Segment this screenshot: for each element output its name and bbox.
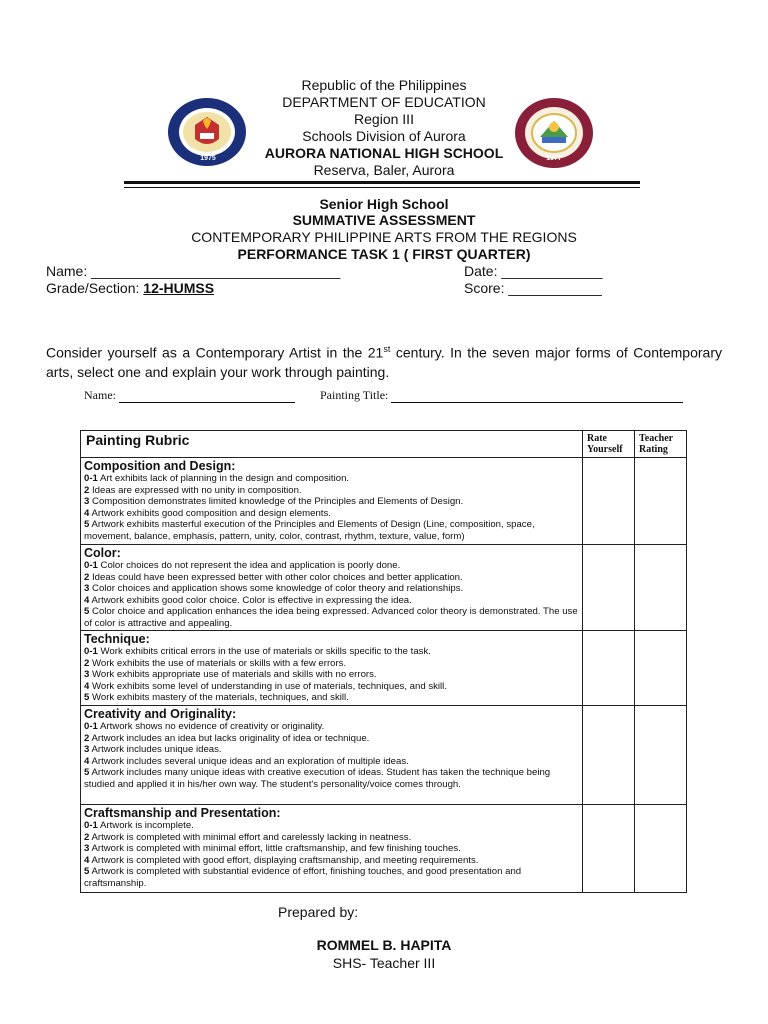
criterion-score: 2 — [84, 484, 90, 496]
left-seal-year: 1975 — [200, 155, 216, 162]
criterion-text: Artwork includes unique ideas. — [89, 744, 222, 756]
teacher-rating-cell[interactable] — [635, 706, 687, 805]
grade-section-label: Grade/Section: — [46, 280, 144, 296]
header-deped: DEPARTMENT OF EDUCATION — [282, 94, 486, 110]
criterion-score: 2 — [84, 571, 90, 583]
criterion-text: Work exhibits the use of materials or skills with a few errors. — [89, 657, 347, 669]
criterion-text: Artwork shows no evidence of creativity or originality. — [97, 721, 325, 732]
criterion — [84, 669, 579, 681]
preparer-name: ROMMEL B. HAPITA — [316, 937, 452, 953]
header-republic: Republic of the Philippines — [301, 77, 467, 93]
criterion — [84, 583, 579, 595]
date-field[interactable]: Date: _____________ — [464, 263, 603, 279]
instructions-part2: century. In the seven major forms of Contemporary arts, select one and explain your work through painting. — [46, 344, 722, 380]
rubric-criteria-cell — [81, 458, 583, 545]
criterion-score: 3 — [84, 583, 90, 595]
criterion-score: 4 — [84, 755, 90, 767]
criterion — [84, 658, 579, 670]
rubric-header-row — [81, 431, 687, 458]
criterion-score: 4 — [84, 680, 90, 692]
criterion-score: 0-1 — [84, 646, 98, 657]
criterion-score: 5 — [84, 767, 90, 779]
col-teacher-rating: Teacher Rating — [635, 431, 687, 458]
criterion-text: Color choices and application shows some knowledge of color theory and relationships. — [89, 583, 464, 595]
criterion — [84, 721, 579, 733]
category-title: Craftsmanship and Presentation: — [84, 806, 281, 820]
criterion-text: Ideas are expressed with no unity in composition. — [89, 484, 302, 496]
category-title: Technique: — [84, 632, 150, 646]
teacher-rating-cell[interactable] — [635, 805, 687, 893]
criterion-text: Artwork is incomplete. — [97, 820, 194, 831]
rubric-name-blank[interactable] — [119, 390, 295, 403]
rubric-row — [81, 706, 687, 805]
rubric-criteria-cell — [81, 706, 583, 805]
rubric-title-blank[interactable] — [391, 390, 683, 403]
criterion — [84, 560, 579, 572]
prepared-by: Prepared by: — [278, 904, 359, 920]
criterion-score: 2 — [84, 732, 90, 744]
criterion-score: 4 — [84, 854, 90, 866]
criterion — [84, 866, 579, 889]
rate-yourself-cell[interactable] — [583, 631, 635, 706]
criterion-score: 4 — [84, 507, 90, 519]
criterion-text: Artwork exhibits masterful execution of the Principles and Elements of Design (Line, composition, space, movement, balance, emphasis, pattern, unity, color, contrast, rhythm, texture, value, form) — [84, 519, 535, 542]
criterion — [84, 692, 579, 704]
criterion-score: 5 — [84, 519, 90, 531]
teacher-rating-cell[interactable] — [635, 458, 687, 545]
criterion-score: 4 — [84, 594, 90, 606]
header-school: AURORA NATIONAL HIGH SCHOOL — [264, 145, 504, 161]
criterion — [84, 572, 579, 584]
rubric-name-label: Name: — [84, 388, 116, 402]
criterion-score: 0-1 — [84, 473, 98, 484]
header-rule-thin — [124, 187, 640, 188]
rubric-criteria-cell — [81, 631, 583, 706]
rubric-sheet — [78, 384, 690, 894]
criterion — [84, 733, 579, 745]
criterion-score: 3 — [84, 496, 90, 508]
rubric-title-line — [320, 388, 683, 403]
header-address: Reserva, Baler, Aurora — [313, 162, 455, 178]
instructions-sup: st — [383, 344, 391, 354]
grade-section-value: 12-HUMSS — [143, 280, 215, 296]
rubric-title-label: Painting Title: — [320, 388, 389, 402]
category-title: Color: — [84, 546, 121, 560]
teacher-rating-cell[interactable] — [635, 545, 687, 631]
criterion-text: Artwork is completed with minimal effort and carelessly lacking in neatness. — [89, 831, 412, 843]
criterion — [84, 820, 579, 832]
criterion — [84, 485, 579, 497]
criterion-score: 5 — [84, 866, 90, 878]
name-field[interactable]: Name: ________________________________ — [46, 263, 341, 279]
rate-yourself-cell[interactable] — [583, 545, 635, 631]
criterion-text: Work exhibits critical errors in the use of materials or skills specific to the task. — [97, 646, 431, 657]
preparer-position: SHS- Teacher III — [332, 955, 436, 971]
rubric-row — [81, 631, 687, 706]
score-field[interactable]: Score: ____________ — [464, 280, 602, 296]
criterion-text: Work exhibits mastery of the materials, techniques, and skill. — [89, 692, 349, 704]
title-subject: CONTEMPORARY PHILIPPINE ARTS FROM THE REGIONS — [191, 229, 577, 245]
instructions — [46, 340, 722, 382]
right-seal-year: 1977 — [546, 155, 562, 162]
col-rate-yourself: Rate Yourself — [583, 431, 635, 458]
teacher-rating-cell[interactable] — [635, 631, 687, 706]
title-assessment: SUMMATIVE ASSESSMENT — [292, 212, 476, 228]
criterion-score: 3 — [84, 843, 90, 855]
rubric-table-title: Painting Rubric — [81, 431, 583, 458]
criterion — [84, 681, 579, 693]
criterion-score: 0-1 — [84, 560, 98, 571]
rubric-table — [80, 430, 687, 893]
criterion-score: 0-1 — [84, 721, 98, 732]
criterion-score: 2 — [84, 657, 90, 669]
criterion — [84, 595, 579, 607]
rate-yourself-cell[interactable] — [583, 706, 635, 805]
criterion-text: Artwork is completed with substantial evidence of effort, finishing touches, and good presentation and craftsmanship. — [84, 866, 522, 889]
criterion-score: 5 — [84, 692, 90, 704]
criterion-text: Art exhibits lack of planning in the design and composition. — [97, 473, 350, 484]
header-region: Region III — [354, 111, 414, 127]
criterion-text: Artwork exhibits good color choice. Color is effective in expressing the idea. — [89, 594, 412, 606]
criterion-text: Artwork includes an idea but lacks originality of idea or technique. — [89, 732, 370, 744]
category-title: Composition and Design: — [84, 459, 236, 473]
criterion — [84, 855, 579, 867]
criterion — [84, 519, 579, 542]
criterion — [84, 843, 579, 855]
rate-yourself-cell[interactable] — [583, 458, 635, 545]
criterion-text: Work exhibits some level of understanding in use of materials, techniques, and skill. — [89, 680, 447, 692]
criterion — [84, 646, 579, 658]
criterion-text: Work exhibits appropriate use of materials and skills with no errors. — [89, 669, 377, 681]
rubric-criteria-cell — [81, 545, 583, 631]
criterion-text: Color choices do not represent the idea and application is poorly done. — [97, 560, 401, 571]
rubric-criteria-cell — [81, 805, 583, 893]
rate-yourself-cell[interactable] — [583, 805, 635, 893]
criterion — [84, 756, 579, 768]
rubric-name-line — [84, 388, 295, 403]
criterion-text: Artwork includes several unique ideas and an exploration of multiple ideas. — [89, 755, 409, 767]
criterion-text: Ideas could have been expressed better with other color choices and better application. — [89, 571, 463, 583]
instructions-part1: Consider yourself as a Contemporary Artist in the 21 — [46, 344, 384, 361]
criterion-text: Composition demonstrates limited knowledge of the Principles and Elements of Design. — [89, 496, 464, 508]
criterion-text: Artwork exhibits good composition and design elements. — [89, 507, 331, 519]
criterion-text: Artwork is completed with good effort, displaying craftsmanship, and meeting requirements. — [89, 854, 479, 866]
grade-section-field — [46, 280, 214, 296]
criterion-text: Color choice and application enhances the idea being expressed. Advanced color theory is demonstrated. The use of color is attractive and appealing. — [84, 606, 578, 629]
criterion-score: 2 — [84, 831, 90, 843]
criterion — [84, 606, 579, 629]
criterion-text: Artwork includes many unique ideas with creative execution of ideas. Student has taken the technique being studied and applied it in his/her own way. The student's personality/voice comes through. — [84, 767, 551, 790]
criterion — [84, 767, 579, 790]
criterion — [84, 496, 579, 508]
rubric-row — [81, 458, 687, 545]
title-level: Senior High School — [319, 196, 449, 212]
criterion-score: 0-1 — [84, 820, 98, 831]
header-rule-thick — [124, 181, 640, 184]
title-task: PERFORMANCE TASK 1 ( FIRST QUARTER) — [237, 246, 531, 262]
rubric-row — [81, 545, 687, 631]
criterion — [84, 508, 579, 520]
criterion — [84, 744, 579, 756]
category-title: Creativity and Originality: — [84, 707, 237, 721]
criterion — [84, 473, 579, 485]
criterion — [84, 832, 579, 844]
criterion-score: 5 — [84, 606, 90, 618]
rubric-row — [81, 805, 687, 893]
criterion-score: 3 — [84, 669, 90, 681]
header-division: Schools Division of Aurora — [302, 128, 466, 144]
criterion-score: 3 — [84, 744, 90, 756]
criterion-text: Artwork is completed with minimal effort, little craftsmanship, and few finishing touches. — [89, 843, 461, 855]
